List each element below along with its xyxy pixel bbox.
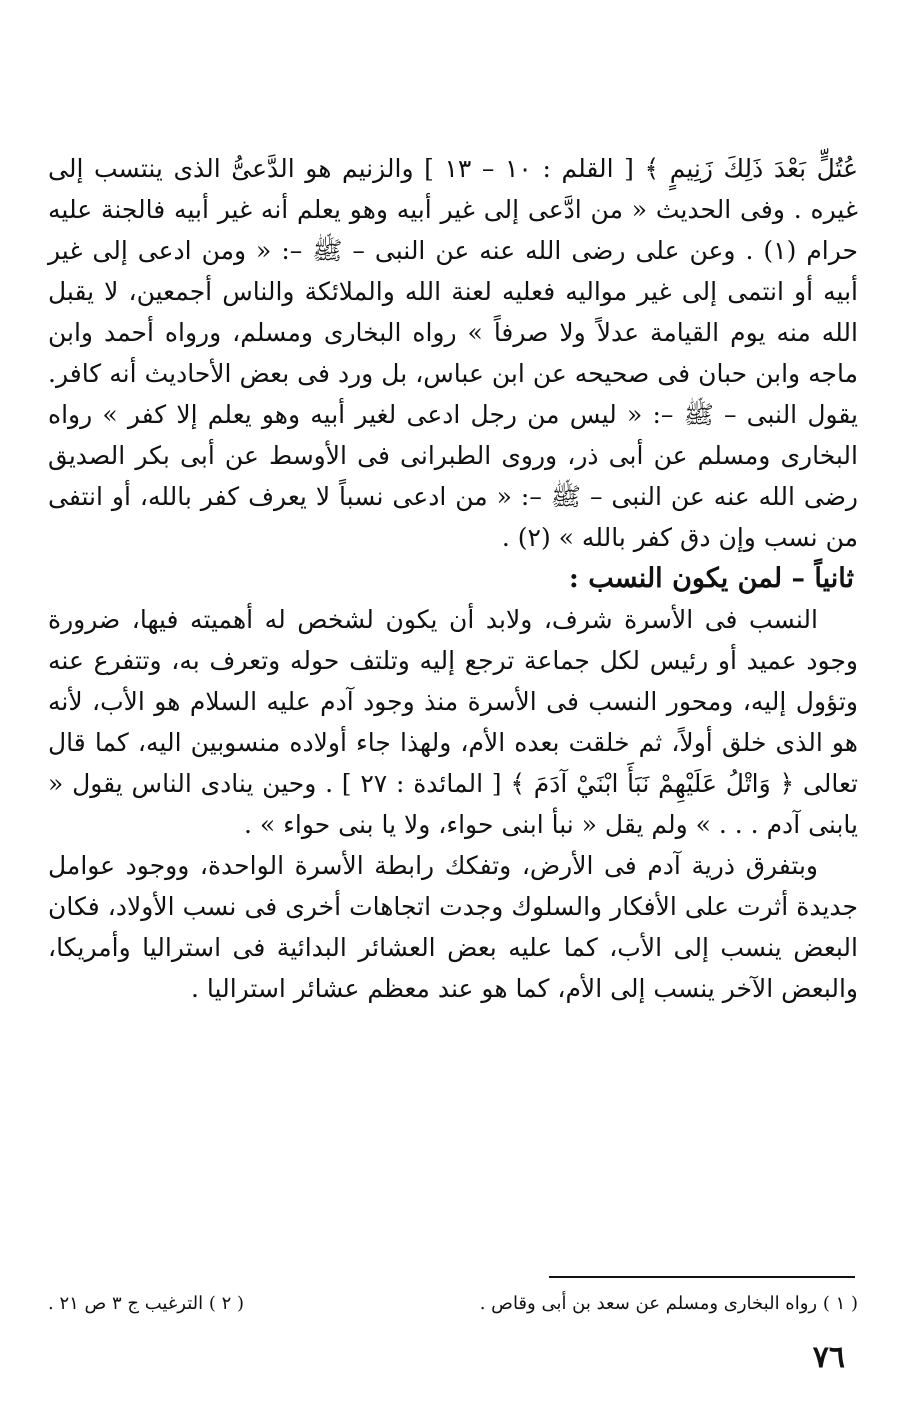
footnote-1: ( ١ ) رواه البخارى ومسلم عن سعد بن أبى وقاص .	[479, 1293, 858, 1314]
paragraph-dispersal: وبتفرق ذرية آدم فى الأرض، وتفكك رابطة الأسرة الواحدة، ووجود عوامل جديدة أثرت على الأفكار والسلوك وجدت اتجاهات أخرى فى نسب الأولاد، فكان البعض ينسب إلى الأب، كما عليه بعض العشائر البدائية فى استراليا وأمريكا، والبعض الآخر ينسب إلى الأم، كما هو عند معظم عشائر استراليا .	[48, 851, 858, 1003]
page-number: ٧٦	[812, 1340, 845, 1375]
main-text	[48, 148, 858, 1009]
footnotes	[48, 1290, 858, 1318]
footnote-2: ( ٢ ) الترغيب ج ٣ ص ٢١ .	[48, 1293, 245, 1314]
section-heading: ثانياً – لمن يكون النسب :	[568, 563, 854, 594]
paragraph-lineage: النسب فى الأسرة شرف، ولابد أن يكون لشخص له أهميته فيها، ضرورة وجود عميد أو رئيس لكل جماعة ترجع إليه وتلتف حوله وتعرف به، وتتفرع عنه وتؤول إليه، ومحور النسب فى الأسرة منذ وجود آدم عليه السلام هو الأب، لأنه هو الذى خلق أولاً، ثم خلقت بعده الأم، ولهذا جاء أولاده منسوبين اليه، كما قال تعالى ﴿ وَاتْلُ عَلَيْهِمْ نَبَأَ ابْنَيْ آدَمَ ﴾ [ المائدة : ٢٧ ] . وحين ينادى الناس يقول « يابنى آدم . . . » ولم يقل « نبأ ابنى حواء، ولا يا بنى حواء » .	[48, 605, 858, 839]
footnote-divider	[549, 1276, 855, 1278]
paragraph-continuation: عُتُلٍّ بَعْدَ ذَلِكَ زَنِيمٍ ﴾ [ القلم : ١٠ – ١٣ ] والزنيم هو الدَّعىُّ الذى ينتسب إلى غيره . وفى الحديث « من ادَّعى إلى غير أبيه وهو يعلم أنه غير أبيه فالجنة عليه حرام (١) . وعن على رضى الله عنه عن النبى – ﷺ –: « ومن ادعى إلى غير أبيه أو انتمى إلى غير مواليه فعليه لعنة الله والملائكة والناس أجمعين، لا يقبل الله منه يوم القيامة عدلاً ولا صرفاً » رواه البخارى ومسلم، ورواه أحمد وابن ماجه وابن حبان فى صحيحه عن ابن عباس، بل ورد فى بعض الأحاديث أنه كافر. يقول النبى – ﷺ –: « ليس من رجل ادعى لغير أبيه وهو يعلم إلا كفر » رواه البخارى ومسلم عن أبى ذر، وروى الطبرانى فى الأوسط عن أبى بكر الصديق رضى الله عنه عن النبى – ﷺ –: « من ادعى نسباً لا يعرف كفر بالله، أو انتفى من نسب وإن دق كفر بالله » (٢) .	[48, 154, 859, 552]
